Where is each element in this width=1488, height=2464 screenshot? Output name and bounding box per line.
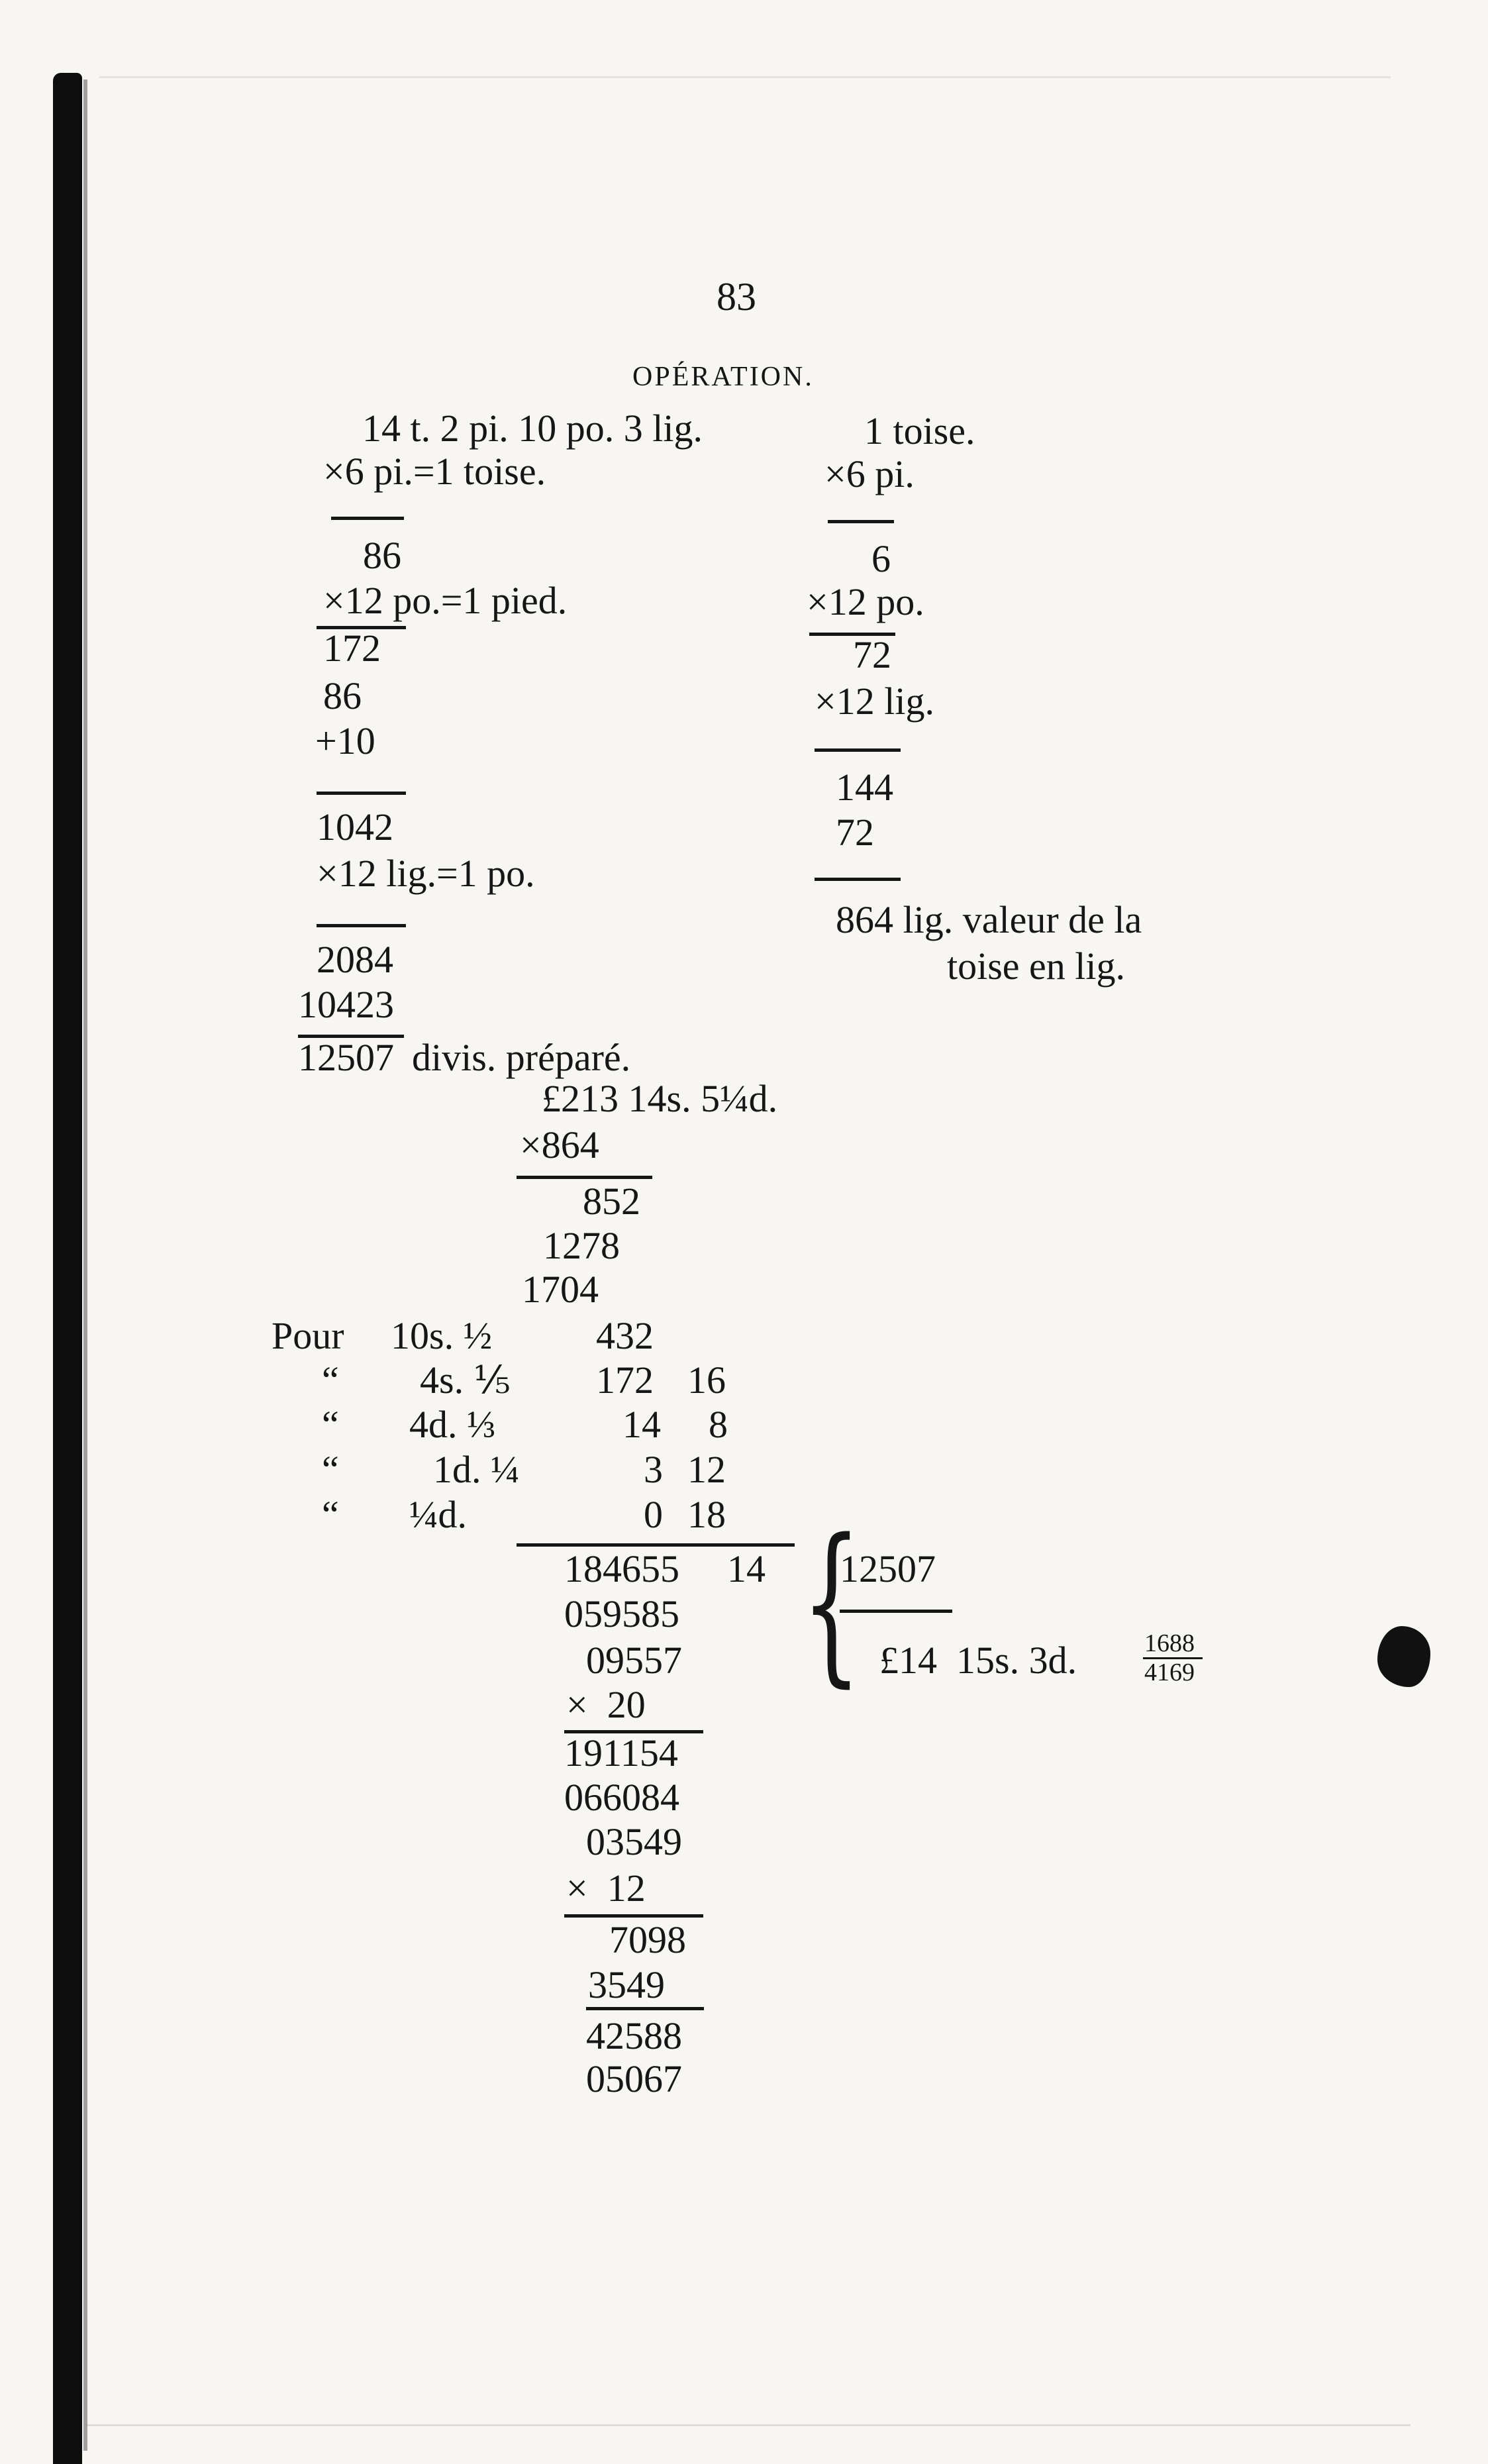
- part-lead: “: [322, 1403, 339, 1446]
- part-value: 172: [596, 1359, 654, 1402]
- dividend-step-7: 3549: [588, 1963, 665, 2006]
- book-spine: [53, 73, 82, 2464]
- right-row-5: 72: [853, 633, 891, 676]
- rule: [317, 792, 406, 795]
- part-value: 3: [644, 1448, 663, 1491]
- right-row-10: toise en lig.: [947, 945, 1126, 988]
- top-edge-noise: [99, 76, 1391, 78]
- left-row-8: 1042: [317, 805, 393, 848]
- part-extra: 18: [687, 1493, 726, 1536]
- partial-product-1: 852: [583, 1180, 640, 1223]
- left-row-7: +10: [315, 719, 375, 762]
- rule: [517, 1176, 652, 1179]
- left-row-12-label: divis. préparé.: [412, 1036, 631, 1079]
- rule: [828, 520, 894, 523]
- right-row-8: 72: [836, 811, 874, 854]
- rule: [815, 878, 901, 881]
- rule: [317, 924, 406, 927]
- rule: [586, 2007, 704, 2010]
- result-fraction-denominator: 4169: [1144, 1659, 1195, 1686]
- part-extra: 8: [709, 1403, 728, 1446]
- rule: [517, 1543, 795, 1547]
- dividend-step-6: 7098: [609, 1918, 686, 1961]
- left-row-1: 14 t. 2 pi. 10 po. 3 lig.: [362, 407, 703, 450]
- multiplier: ×864: [520, 1123, 599, 1166]
- part-lead: “: [322, 1359, 339, 1402]
- part-unit: 1d. ¼: [433, 1448, 520, 1491]
- part-lead: Pour: [272, 1314, 344, 1357]
- rule: [815, 748, 901, 752]
- part-unit: 4s. ⅕: [420, 1359, 511, 1402]
- part-extra: 12: [687, 1448, 726, 1491]
- result: £14 15s. 3d.: [879, 1639, 1077, 1682]
- dividend-step-2: 09557: [586, 1639, 682, 1682]
- part-unit: ¼d.: [409, 1493, 467, 1536]
- rule: [564, 1914, 703, 1918]
- right-row-3: 6: [871, 537, 891, 580]
- right-row-9: 864 lig. valeur de la: [836, 898, 1142, 941]
- bottom-edge-noise: [86, 2424, 1411, 2426]
- dividend-step-9: 05067: [586, 2057, 682, 2100]
- right-row-7: 144: [836, 766, 893, 809]
- part-extra: 16: [687, 1359, 726, 1402]
- ink-blot: [1377, 1626, 1430, 1687]
- partial-product-2: 1278: [543, 1224, 620, 1267]
- dividend-step-4: 066084: [564, 1776, 679, 1819]
- price: £213 14s. 5¼d.: [542, 1077, 778, 1120]
- left-row-2: ×6 pi.=1 toise.: [323, 450, 546, 493]
- part-lead: “: [322, 1493, 339, 1536]
- part-unit: 4d. ⅓: [409, 1403, 496, 1446]
- right-row-1: 1 toise.: [864, 409, 975, 452]
- left-row-4: ×12 po.=1 pied.: [323, 579, 568, 622]
- rule: [840, 1610, 952, 1613]
- part-value: 432: [596, 1314, 654, 1357]
- total: 184655: [564, 1547, 679, 1590]
- divisor: 12507: [840, 1547, 936, 1590]
- spine-shadow: [83, 79, 87, 2451]
- left-row-5: 172: [323, 627, 381, 670]
- page-number: 83: [717, 275, 756, 319]
- left-row-11: 10423: [298, 983, 394, 1026]
- heading: OPÉRATION.: [632, 362, 814, 392]
- rule: [331, 517, 404, 520]
- left-row-6: 86: [323, 674, 362, 717]
- part-lead: “: [322, 1448, 339, 1491]
- right-row-4: ×12 po.: [807, 580, 924, 623]
- right-row-6: ×12 lig.: [815, 680, 934, 723]
- left-row-9: ×12 lig.=1 po.: [317, 852, 535, 895]
- brace: {: [801, 1503, 862, 1703]
- total-extra: 14: [727, 1547, 766, 1590]
- dividend-step-5: 03549: [586, 1820, 682, 1863]
- result-fraction-numerator: 1688: [1144, 1629, 1195, 1657]
- dividend-step-8: 42588: [586, 2014, 682, 2057]
- part-value: 0: [644, 1493, 663, 1536]
- part-value: 14: [622, 1403, 661, 1446]
- left-row-3: 86: [363, 534, 401, 577]
- dividend-step-3: 191154: [564, 1731, 678, 1774]
- times-12: × 12: [566, 1867, 646, 1910]
- part-unit: 10s. ½: [391, 1314, 493, 1357]
- left-row-10: 2084: [317, 938, 393, 981]
- left-row-12-num: 12507: [298, 1036, 394, 1079]
- dividend-step-1: 059585: [564, 1592, 679, 1635]
- right-row-2: ×6 pi.: [824, 452, 915, 495]
- partial-product-3: 1704: [522, 1268, 599, 1311]
- times-20: × 20: [566, 1683, 646, 1726]
